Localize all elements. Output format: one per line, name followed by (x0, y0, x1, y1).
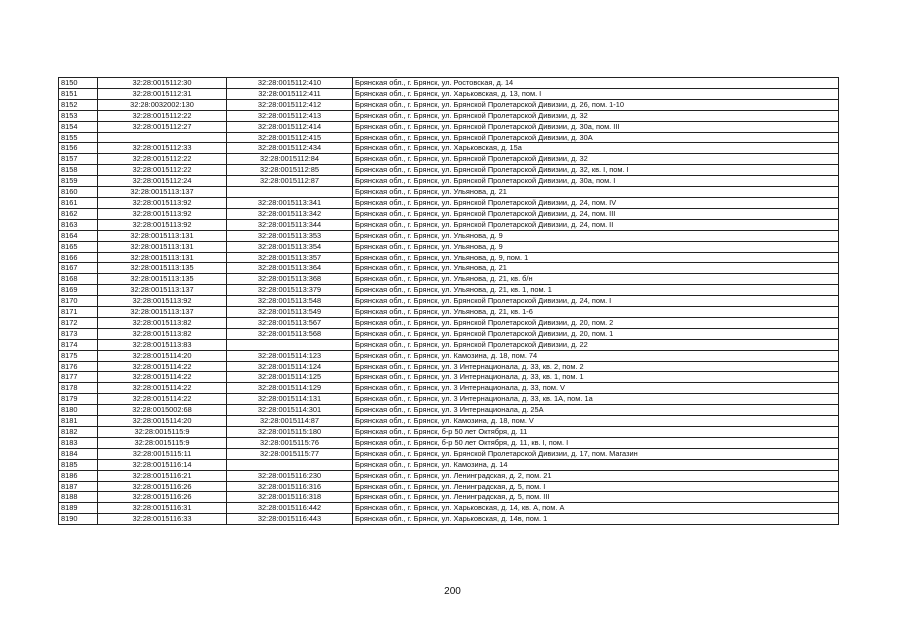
land-cadastral-number-cell: 32:28:0015114:20 (98, 416, 227, 427)
table-row (59, 252, 839, 263)
land-cadastral-number-cell (98, 132, 227, 143)
land-cadastral-number-cell: 32:28:0015113:83 (98, 339, 227, 350)
row-number-cell: 8181 (59, 416, 98, 427)
object-cadastral-number-cell: 32:28:0015112:412 (227, 99, 353, 110)
table-row (59, 143, 839, 154)
table-row (59, 437, 839, 448)
land-cadastral-number-cell: 32:28:0015112:22 (98, 154, 227, 165)
table-row (59, 361, 839, 372)
object-cadastral-number-cell: 32:28:0015113:357 (227, 252, 353, 263)
address-cell: Брянская обл., г. Брянск, ул. Харьковская, д. 14в, пом. 1 (353, 514, 839, 525)
table-row (59, 328, 839, 339)
address-cell: Брянская обл., г. Брянск, ул. Брянской Пролетарской Дивизии, д. 22 (353, 339, 839, 350)
land-cadastral-number-cell: 32:28:0015113:137 (98, 307, 227, 318)
object-cadastral-number-cell: 32:28:0015116:443 (227, 514, 353, 525)
table-row (59, 154, 839, 165)
table-row (59, 481, 839, 492)
row-number-cell: 8187 (59, 481, 98, 492)
table-row (59, 427, 839, 438)
row-number-cell: 8164 (59, 230, 98, 241)
land-cadastral-number-cell: 32:28:0015113:92 (98, 208, 227, 219)
table-row (59, 339, 839, 350)
land-cadastral-number-cell: 32:28:0015112:22 (98, 110, 227, 121)
land-cadastral-number-cell: 32:28:0015115:9 (98, 427, 227, 438)
land-cadastral-number-cell: 32:28:0032002:130 (98, 99, 227, 110)
land-cadastral-number-cell: 32:28:0015113:92 (98, 296, 227, 307)
row-number-cell: 8186 (59, 470, 98, 481)
table-row (59, 470, 839, 481)
land-cadastral-number-cell: 32:28:0015112:24 (98, 176, 227, 187)
row-number-cell: 8157 (59, 154, 98, 165)
address-cell: Брянская обл., г. Брянск, ул. Брянской Пролетарской Дивизии, д. 24, пом. I (353, 296, 839, 307)
address-cell: Брянская обл., г. Брянск, ул. 3 Интернационала, д. 33, кв. 1А, пом. 1а (353, 394, 839, 405)
land-cadastral-number-cell: 32:28:0015112:31 (98, 88, 227, 99)
address-cell: Брянская обл., г. Брянск, ул. Харьковская, д. 13, пом. I (353, 88, 839, 99)
land-cadastral-number-cell: 32:28:0015113:131 (98, 230, 227, 241)
address-cell: Брянская обл., г. Брянск, ул. 3 Интернационала, д. 25А (353, 405, 839, 416)
object-cadastral-number-cell (227, 459, 353, 470)
object-cadastral-number-cell (227, 187, 353, 198)
row-number-cell: 8190 (59, 514, 98, 525)
address-cell: Брянская обл., г. Брянск, ул. Ульянова, д. 21, кв. 1, пом. 1 (353, 285, 839, 296)
land-cadastral-number-cell: 32:28:0015113:92 (98, 197, 227, 208)
row-number-cell: 8176 (59, 361, 98, 372)
address-cell: Брянская обл., г. Брянск, ул. 3 Интернационала, д. 33, пом. V (353, 383, 839, 394)
land-cadastral-number-cell: 32:28:0015116:33 (98, 514, 227, 525)
page-number: 200 (444, 586, 461, 597)
object-cadastral-number-cell: 32:28:0015114:125 (227, 372, 353, 383)
land-cadastral-number-cell: 32:28:0015112:22 (98, 165, 227, 176)
object-cadastral-number-cell: 32:28:0015113:548 (227, 296, 353, 307)
row-number-cell: 8152 (59, 99, 98, 110)
row-number-cell: 8172 (59, 317, 98, 328)
address-cell: Брянская обл., г. Брянск, ул. Брянской Пролетарской Дивизии, д. 20, пом. 2 (353, 317, 839, 328)
table-row (59, 165, 839, 176)
table-row (59, 448, 839, 459)
object-cadastral-number-cell: 32:28:0015114:129 (227, 383, 353, 394)
row-number-cell: 8150 (59, 78, 98, 89)
object-cadastral-number-cell: 32:28:0015115:76 (227, 437, 353, 448)
address-cell: Брянская обл., г. Брянск, ул. Ульянова, д. 9 (353, 241, 839, 252)
address-cell: Брянская обл., г. Брянск, ул. Брянской Пролетарской Дивизии, д. 24, пом. III (353, 208, 839, 219)
table-row (59, 176, 839, 187)
row-number-cell: 8159 (59, 176, 98, 187)
land-cadastral-number-cell: 32:28:0015114:20 (98, 350, 227, 361)
land-cadastral-number-cell: 32:28:0015113:82 (98, 328, 227, 339)
table-row (59, 197, 839, 208)
object-cadastral-number-cell: 32:28:0015113:354 (227, 241, 353, 252)
address-cell: Брянская обл., г. Брянск, ул. Ленинградская, д. 5, пом. I (353, 481, 839, 492)
table-row (59, 383, 839, 394)
row-number-cell: 8153 (59, 110, 98, 121)
address-cell: Брянская обл., г. Брянск, ул. Харьковская, д. 14, кв. А, пом. А (353, 503, 839, 514)
address-cell: Брянская обл., г. Брянск, ул. Ульянова, д. 21 (353, 187, 839, 198)
row-number-cell: 8177 (59, 372, 98, 383)
address-cell: Брянская обл., г. Брянск, ул. Камозина, д. 18, пом. 74 (353, 350, 839, 361)
address-cell: Брянская обл., г. Брянск, ул. Ульянова, д. 21, кв. 1-6 (353, 307, 839, 318)
land-cadastral-number-cell: 32:28:0015115:9 (98, 437, 227, 448)
address-cell: Брянская обл., г. Брянск, ул. 3 Интернационала, д. 33, кв. 1, пом. 1 (353, 372, 839, 383)
address-cell: Брянская обл., г. Брянск, ул. Ленинградская, д. 5, пом. III (353, 492, 839, 503)
table-row (59, 121, 839, 132)
object-cadastral-number-cell: 32:28:0015112:413 (227, 110, 353, 121)
table-row (59, 110, 839, 121)
address-cell: Брянская обл., г. Брянск, ул. Брянской Пролетарской Дивизии, д. 24, пом. IV (353, 197, 839, 208)
table-row (59, 492, 839, 503)
row-number-cell: 8171 (59, 307, 98, 318)
row-number-cell: 8161 (59, 197, 98, 208)
address-cell: Брянская обл., г. Брянск, ул. Ростовская, д. 14 (353, 78, 839, 89)
object-cadastral-number-cell: 32:28:0015114:301 (227, 405, 353, 416)
table-row (59, 372, 839, 383)
row-number-cell: 8189 (59, 503, 98, 514)
object-cadastral-number-cell: 32:28:0015115:77 (227, 448, 353, 459)
object-cadastral-number-cell: 32:28:0015114:124 (227, 361, 353, 372)
address-cell: Брянская обл., г. Брянск, ул. Брянской Пролетарской Дивизии, д. 32 (353, 154, 839, 165)
table-row (59, 187, 839, 198)
object-cadastral-number-cell: 32:28:0015112:434 (227, 143, 353, 154)
object-cadastral-number-cell: 32:28:0015113:368 (227, 274, 353, 285)
row-number-cell: 8162 (59, 208, 98, 219)
object-cadastral-number-cell: 32:28:0015113:568 (227, 328, 353, 339)
address-cell: Брянская обл., г. Брянск, ул. Брянской Пролетарской Дивизии, д. 32 (353, 110, 839, 121)
land-cadastral-number-cell: 32:28:0015116:26 (98, 481, 227, 492)
address-cell: Брянская обл., г. Брянск, б-р 50 лет Октября, д. 11, кв. I, пом. I (353, 437, 839, 448)
land-cadastral-number-cell: 32:28:0015113:92 (98, 219, 227, 230)
object-cadastral-number-cell: 32:28:0015116:316 (227, 481, 353, 492)
object-cadastral-number-cell: 32:28:0015112:87 (227, 176, 353, 187)
address-cell: Брянская обл., г. Брянск, б-р 50 лет Октября, д. 11 (353, 427, 839, 438)
row-number-cell: 8173 (59, 328, 98, 339)
object-cadastral-number-cell: 32:28:0015113:353 (227, 230, 353, 241)
row-number-cell: 8165 (59, 241, 98, 252)
address-cell: Брянская обл., г. Брянск, ул. Камозина, д. 18, пом. V (353, 416, 839, 427)
address-cell: Брянская обл., г. Брянск, ул. Брянской Пролетарской Дивизии, д. 30а, пом. I (353, 176, 839, 187)
land-cadastral-number-cell: 32:28:0015112:27 (98, 121, 227, 132)
object-cadastral-number-cell: 32:28:0015112:410 (227, 78, 353, 89)
table-row (59, 307, 839, 318)
property-registry-table (58, 77, 839, 525)
object-cadastral-number-cell: 32:28:0015116:318 (227, 492, 353, 503)
land-cadastral-number-cell: 32:28:0015112:33 (98, 143, 227, 154)
land-cadastral-number-cell: 32:28:0015114:22 (98, 394, 227, 405)
table-row (59, 274, 839, 285)
land-cadastral-number-cell: 32:28:0015116:26 (98, 492, 227, 503)
row-number-cell: 8167 (59, 263, 98, 274)
land-cadastral-number-cell: 32:28:0015115:11 (98, 448, 227, 459)
land-cadastral-number-cell: 32:28:0015113:131 (98, 241, 227, 252)
address-cell: Брянская обл., г. Брянск, ул. Брянской Пролетарской Дивизии, д. 26, пом. 1-10 (353, 99, 839, 110)
object-cadastral-number-cell: 32:28:0015112:414 (227, 121, 353, 132)
land-cadastral-number-cell: 32:28:0015116:14 (98, 459, 227, 470)
object-cadastral-number-cell: 32:28:0015116:442 (227, 503, 353, 514)
table-row (59, 394, 839, 405)
object-cadastral-number-cell: 32:28:0015113:341 (227, 197, 353, 208)
address-cell: Брянская обл., г. Брянск, ул. Брянской Пролетарской Дивизии, д. 30а, пом. III (353, 121, 839, 132)
table-row (59, 459, 839, 470)
table-row (59, 88, 839, 99)
address-cell: Брянская обл., г. Брянск, ул. Ульянова, д. 9, пом. 1 (353, 252, 839, 263)
address-cell: Брянская обл., г. Брянск, ул. Ленинградская, д. 2, пом. 21 (353, 470, 839, 481)
row-number-cell: 8182 (59, 427, 98, 438)
table-row (59, 263, 839, 274)
address-cell: Брянская обл., г. Брянск, ул. Ульянова, д. 21 (353, 263, 839, 274)
land-cadastral-number-cell: 32:28:0015113:135 (98, 263, 227, 274)
row-number-cell: 8154 (59, 121, 98, 132)
row-number-cell: 8158 (59, 165, 98, 176)
land-cadastral-number-cell: 32:28:0015002:68 (98, 405, 227, 416)
address-cell: Брянская обл., г. Брянск, ул. Харьковская, д. 15а (353, 143, 839, 154)
land-cadastral-number-cell: 32:28:0015116:31 (98, 503, 227, 514)
object-cadastral-number-cell: 32:28:0015113:342 (227, 208, 353, 219)
row-number-cell: 8178 (59, 383, 98, 394)
row-number-cell: 8166 (59, 252, 98, 263)
object-cadastral-number-cell: 32:28:0015113:567 (227, 317, 353, 328)
table-row (59, 78, 839, 89)
table-row (59, 132, 839, 143)
table-row (59, 99, 839, 110)
row-number-cell: 8185 (59, 459, 98, 470)
land-cadastral-number-cell: 32:28:0015113:137 (98, 187, 227, 198)
address-cell: Брянская обл., г. Брянск, ул. Брянской Пролетарской Дивизии, д. 30А (353, 132, 839, 143)
table-row (59, 296, 839, 307)
land-cadastral-number-cell: 32:28:0015114:22 (98, 372, 227, 383)
object-cadastral-number-cell: 32:28:0015115:180 (227, 427, 353, 438)
land-cadastral-number-cell: 32:28:0015113:137 (98, 285, 227, 296)
address-cell: Брянская обл., г. Брянск, ул. Ульянова, д. 9 (353, 230, 839, 241)
object-cadastral-number-cell: 32:28:0015114:131 (227, 394, 353, 405)
row-number-cell: 8151 (59, 88, 98, 99)
object-cadastral-number-cell: 32:28:0015114:87 (227, 416, 353, 427)
row-number-cell: 8175 (59, 350, 98, 361)
table-row (59, 350, 839, 361)
land-cadastral-number-cell: 32:28:0015112:30 (98, 78, 227, 89)
address-cell: Брянская обл., г. Брянск, ул. Брянской Пролетарской Дивизии, д. 24, пом. II (353, 219, 839, 230)
row-number-cell: 8155 (59, 132, 98, 143)
object-cadastral-number-cell (227, 339, 353, 350)
row-number-cell: 8168 (59, 274, 98, 285)
row-number-cell: 8160 (59, 187, 98, 198)
land-cadastral-number-cell: 32:28:0015114:22 (98, 383, 227, 394)
object-cadastral-number-cell: 32:28:0015112:411 (227, 88, 353, 99)
table-row (59, 405, 839, 416)
land-cadastral-number-cell: 32:28:0015116:21 (98, 470, 227, 481)
object-cadastral-number-cell: 32:28:0015113:344 (227, 219, 353, 230)
object-cadastral-number-cell: 32:28:0015114:123 (227, 350, 353, 361)
table-row (59, 208, 839, 219)
row-number-cell: 8184 (59, 448, 98, 459)
object-cadastral-number-cell: 32:28:0015113:364 (227, 263, 353, 274)
object-cadastral-number-cell: 32:28:0015113:379 (227, 285, 353, 296)
address-cell: Брянская обл., г. Брянск, ул. 3 Интернационала, д. 33, кв. 2, пом. 2 (353, 361, 839, 372)
row-number-cell: 8163 (59, 219, 98, 230)
table-row (59, 241, 839, 252)
address-cell: Брянская обл., г. Брянск, ул. Брянской Пролетарской Дивизии, д. 20, пом. 1 (353, 328, 839, 339)
table-row (59, 503, 839, 514)
land-cadastral-number-cell: 32:28:0015113:82 (98, 317, 227, 328)
row-number-cell: 8170 (59, 296, 98, 307)
table-row (59, 285, 839, 296)
address-cell: Брянская обл., г. Брянск, ул. Ульянова, д. 21, кв. б/н (353, 274, 839, 285)
land-cadastral-number-cell: 32:28:0015113:135 (98, 274, 227, 285)
row-number-cell: 8179 (59, 394, 98, 405)
table-row (59, 416, 839, 427)
object-cadastral-number-cell: 32:28:0015113:549 (227, 307, 353, 318)
row-number-cell: 8183 (59, 437, 98, 448)
table-body (59, 78, 839, 525)
land-cadastral-number-cell: 32:28:0015113:131 (98, 252, 227, 263)
table-row (59, 317, 839, 328)
row-number-cell: 8180 (59, 405, 98, 416)
object-cadastral-number-cell: 32:28:0015112:84 (227, 154, 353, 165)
object-cadastral-number-cell: 32:28:0015112:85 (227, 165, 353, 176)
row-number-cell: 8156 (59, 143, 98, 154)
row-number-cell: 8188 (59, 492, 98, 503)
object-cadastral-number-cell: 32:28:0015112:415 (227, 132, 353, 143)
table-row (59, 230, 839, 241)
table-row (59, 514, 839, 525)
land-cadastral-number-cell: 32:28:0015114:22 (98, 361, 227, 372)
table-row (59, 219, 839, 230)
address-cell: Брянская обл., г. Брянск, ул. Брянской Пролетарской Дивизии, д. 17, пом. Магазин (353, 448, 839, 459)
row-number-cell: 8174 (59, 339, 98, 350)
object-cadastral-number-cell: 32:28:0015116:230 (227, 470, 353, 481)
address-cell: Брянская обл., г. Брянск, ул. Камозина, д. 14 (353, 459, 839, 470)
address-cell: Брянская обл., г. Брянск, ул. Брянской Пролетарской Дивизии, д. 32, кв. I, пом. I (353, 165, 839, 176)
row-number-cell: 8169 (59, 285, 98, 296)
